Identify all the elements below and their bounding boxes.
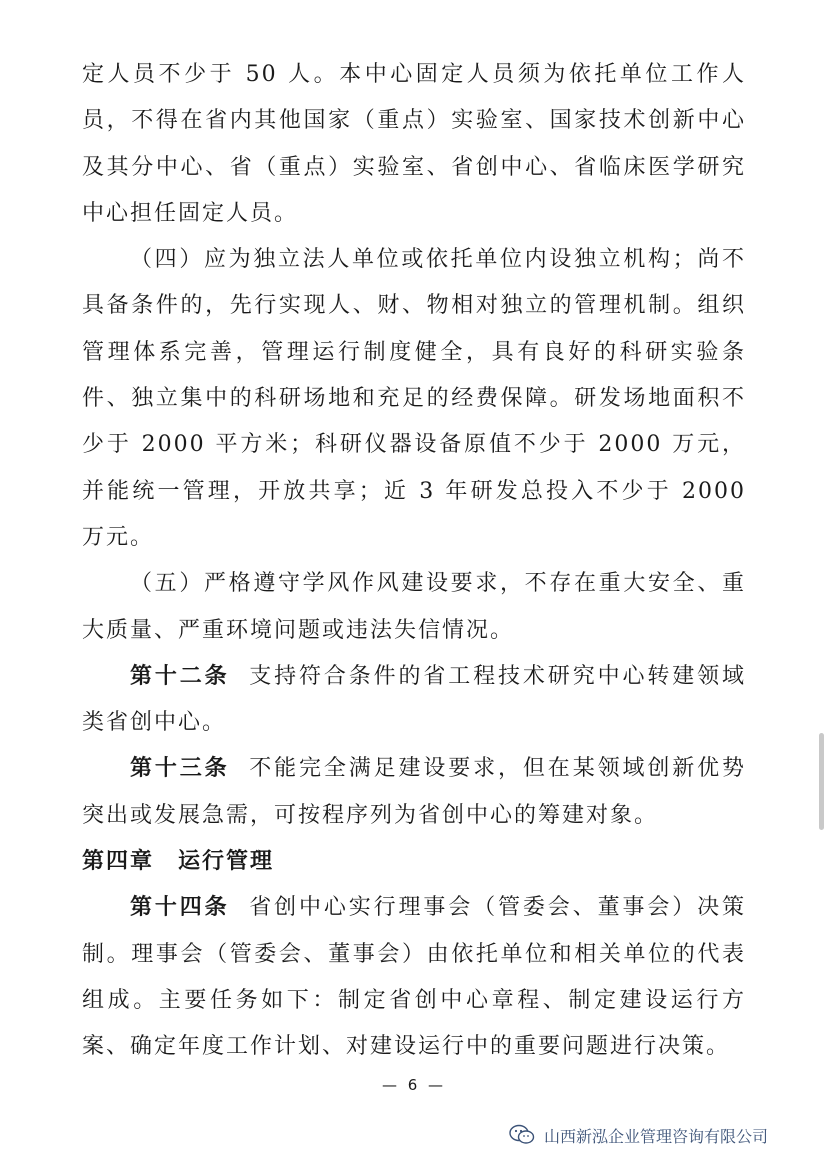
article-13-text: 不能完全满足建设要求，但在某领域创新优势突出或发展急需，可按程序列为省创中心的筹建对象。 [82, 756, 746, 828]
article-13-lead: 第十三条 [130, 756, 230, 782]
article-12 [82, 654, 746, 747]
page-number: — 6 — [381, 1076, 447, 1094]
wechat-icon [508, 1123, 536, 1147]
article-14-text: 省创中心实行理事会（管委会、董事会）决策制。理事会（管委会、董事会）由依托单位和相关单位的代表组成。主要任务如下：制定省创中心章程、制定建设运行方案、确定年度工作计划、对建设运行中的重要问题进行决策。 [82, 895, 746, 1060]
watermark-label: 山西新泓企业管理咨询有限公司 [543, 1126, 768, 1146]
chapter-number: 第四章 [82, 849, 155, 875]
chapter-title: 运行管理 [178, 849, 275, 875]
paragraph-item-4: （四）应为独立法人单位或依托单位内设独立机构；尚不具备条件的，先行实现人、财、物相对独立的管理机制。组织管理体系完善，管理运行制度健全，具有良好的科研实验条件、独立集中的科研场地和充足的经费保障。研发场地面积不少于 2000 平方米；科研仪器设备原值不少于 2000 万元，并能统一管理，开放共享；近 3 年研发总投入不少于 2000 万元。 [82, 247, 746, 550]
article-12-text: 支持符合条件的省工程技术研究中心转建领域类省创中心。 [82, 663, 746, 736]
article-12-lead: 第十二条 [130, 663, 230, 689]
article-14 [82, 885, 746, 1070]
article-14-lead: 第十四条 [130, 895, 230, 921]
watermark [508, 1122, 768, 1148]
document-body [82, 52, 746, 1071]
paragraph-item-5: （五）严格遵守学风作风建设要求，不存在重大安全、重大质量、严重环境问题或违法失信情况。 [82, 571, 746, 643]
scrollbar-thumb[interactable] [819, 733, 824, 830]
article-13 [82, 746, 746, 839]
paragraph-continued: 定人员不少于 50 人。本中心固定人员须为依托单位工作人员，不得在省内其他国家（重点）实验室、国家技术创新中心及其分中心、省（重点）实验室、省创中心、省临床医学研究中心担任固定人员。 [82, 62, 746, 226]
chapter-heading [82, 839, 746, 885]
